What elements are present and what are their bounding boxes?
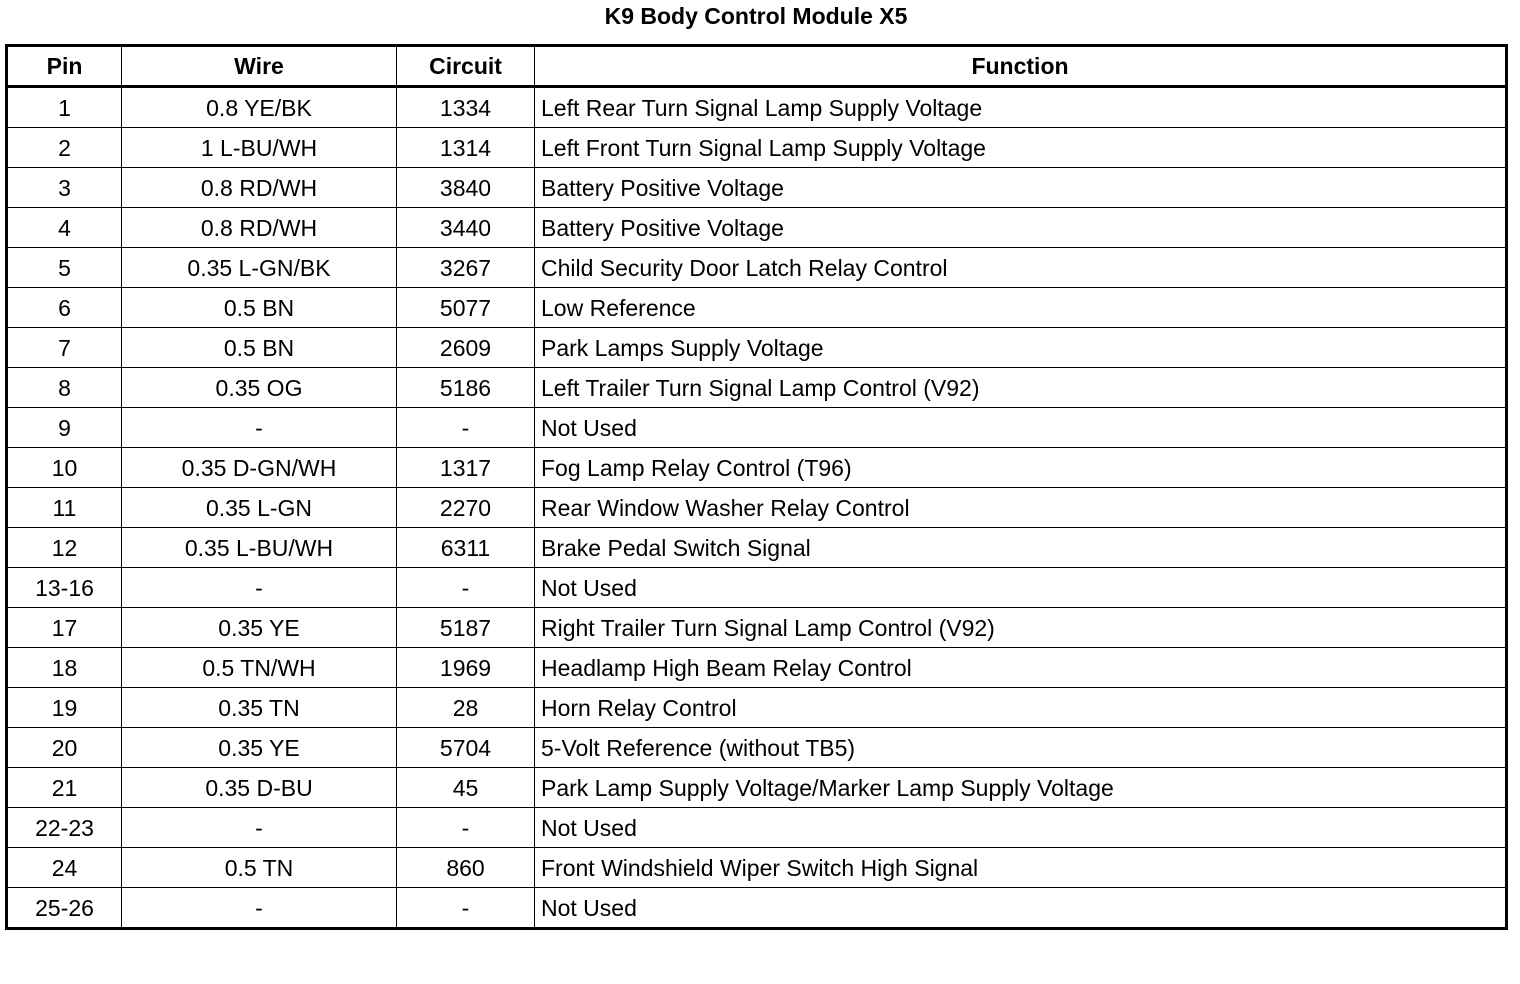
function-cell: Left Rear Turn Signal Lamp Supply Voltage <box>535 87 1507 128</box>
function-cell: Front Windshield Wiper Switch High Signal <box>535 848 1507 888</box>
column-header-circuit: Circuit <box>397 46 535 87</box>
circuit-cell: 1969 <box>397 648 535 688</box>
column-header-function: Function <box>535 46 1507 87</box>
header-row <box>7 46 1507 87</box>
circuit-cell: 860 <box>397 848 535 888</box>
pin-cell: 17 <box>7 608 122 648</box>
wire-cell: 0.35 D-BU <box>122 768 397 808</box>
pin-cell: 7 <box>7 328 122 368</box>
pin-cell: 19 <box>7 688 122 728</box>
pin-cell: 8 <box>7 368 122 408</box>
wire-cell: 0.35 YE <box>122 608 397 648</box>
pin-cell: 11 <box>7 488 122 528</box>
circuit-cell: 3840 <box>397 168 535 208</box>
table-row <box>7 848 1507 888</box>
wire-cell: 0.8 YE/BK <box>122 87 397 128</box>
table-row <box>7 808 1507 848</box>
wire-cell: 0.35 D-GN/WH <box>122 448 397 488</box>
table-row <box>7 528 1507 568</box>
wire-cell: - <box>122 888 397 929</box>
table-row <box>7 688 1507 728</box>
wire-cell: 0.5 BN <box>122 288 397 328</box>
pin-cell: 21 <box>7 768 122 808</box>
table-row <box>7 208 1507 248</box>
table-row <box>7 488 1507 528</box>
table-row <box>7 328 1507 368</box>
column-header-pin: Pin <box>7 46 122 87</box>
pin-cell: 22-23 <box>7 808 122 848</box>
wire-cell: - <box>122 568 397 608</box>
function-cell: Child Security Door Latch Relay Control <box>535 248 1507 288</box>
function-cell: Not Used <box>535 408 1507 448</box>
function-cell: Right Trailer Turn Signal Lamp Control (V92) <box>535 608 1507 648</box>
circuit-cell: 5704 <box>397 728 535 768</box>
function-cell: Low Reference <box>535 288 1507 328</box>
pin-cell: 9 <box>7 408 122 448</box>
function-cell: Battery Positive Voltage <box>535 168 1507 208</box>
connector-pinout-table <box>5 44 1508 930</box>
table-row <box>7 248 1507 288</box>
circuit-cell: 2609 <box>397 328 535 368</box>
function-cell: Park Lamp Supply Voltage/Marker Lamp Supply Voltage <box>535 768 1507 808</box>
circuit-cell: 2270 <box>397 488 535 528</box>
pin-cell: 1 <box>7 87 122 128</box>
circuit-cell: 5077 <box>397 288 535 328</box>
circuit-cell: - <box>397 568 535 608</box>
table-row <box>7 87 1507 128</box>
pin-cell: 25-26 <box>7 888 122 929</box>
function-cell: Brake Pedal Switch Signal <box>535 528 1507 568</box>
table-row <box>7 368 1507 408</box>
function-cell: Horn Relay Control <box>535 688 1507 728</box>
pin-cell: 2 <box>7 128 122 168</box>
wire-cell: 0.8 RD/WH <box>122 208 397 248</box>
pin-cell: 18 <box>7 648 122 688</box>
pin-cell: 20 <box>7 728 122 768</box>
circuit-cell: 6311 <box>397 528 535 568</box>
circuit-cell: 5186 <box>397 368 535 408</box>
pin-cell: 5 <box>7 248 122 288</box>
pin-cell: 24 <box>7 848 122 888</box>
wire-cell: - <box>122 808 397 848</box>
circuit-cell: - <box>397 808 535 848</box>
column-header-wire: Wire <box>122 46 397 87</box>
function-cell: Not Used <box>535 808 1507 848</box>
circuit-cell: - <box>397 888 535 929</box>
wire-cell: 0.35 OG <box>122 368 397 408</box>
pin-cell: 12 <box>7 528 122 568</box>
wire-cell: 0.8 RD/WH <box>122 168 397 208</box>
function-cell: Headlamp High Beam Relay Control <box>535 648 1507 688</box>
pin-cell: 3 <box>7 168 122 208</box>
pin-cell: 13-16 <box>7 568 122 608</box>
table-row <box>7 288 1507 328</box>
circuit-cell: 3267 <box>397 248 535 288</box>
table-row <box>7 448 1507 488</box>
function-cell: Fog Lamp Relay Control (T96) <box>535 448 1507 488</box>
pin-cell: 4 <box>7 208 122 248</box>
wire-cell: 0.5 TN/WH <box>122 648 397 688</box>
function-cell: Left Trailer Turn Signal Lamp Control (V92) <box>535 368 1507 408</box>
table-row <box>7 888 1507 929</box>
table-row <box>7 168 1507 208</box>
circuit-cell: - <box>397 408 535 448</box>
circuit-cell: 5187 <box>397 608 535 648</box>
table-row <box>7 768 1507 808</box>
wire-cell: 0.35 L-BU/WH <box>122 528 397 568</box>
table-row <box>7 128 1507 168</box>
function-cell: Battery Positive Voltage <box>535 208 1507 248</box>
circuit-cell: 3440 <box>397 208 535 248</box>
table-body <box>7 87 1507 929</box>
wire-cell: 1 L-BU/WH <box>122 128 397 168</box>
function-cell: Park Lamps Supply Voltage <box>535 328 1507 368</box>
wire-cell: 0.5 TN <box>122 848 397 888</box>
table-title: K9 Body Control Module X5 <box>604 3 908 29</box>
table-row <box>7 648 1507 688</box>
function-cell: Not Used <box>535 568 1507 608</box>
table-row <box>7 608 1507 648</box>
table-row <box>7 728 1507 768</box>
function-cell: 5-Volt Reference (without TB5) <box>535 728 1507 768</box>
circuit-cell: 45 <box>397 768 535 808</box>
circuit-cell: 1314 <box>397 128 535 168</box>
wire-cell: 0.35 L-GN <box>122 488 397 528</box>
wire-cell: 0.35 YE <box>122 728 397 768</box>
function-cell: Rear Window Washer Relay Control <box>535 488 1507 528</box>
circuit-cell: 1317 <box>397 448 535 488</box>
wire-cell: 0.35 L-GN/BK <box>122 248 397 288</box>
wire-cell: - <box>122 408 397 448</box>
function-cell: Not Used <box>535 888 1507 929</box>
function-cell: Left Front Turn Signal Lamp Supply Voltage <box>535 128 1507 168</box>
pin-cell: 10 <box>7 448 122 488</box>
pin-cell: 6 <box>7 288 122 328</box>
wire-cell: 0.5 BN <box>122 328 397 368</box>
table-header <box>7 46 1507 87</box>
table-row <box>7 408 1507 448</box>
table-row <box>7 568 1507 608</box>
wire-cell: 0.35 TN <box>122 688 397 728</box>
circuit-cell: 28 <box>397 688 535 728</box>
circuit-cell: 1334 <box>397 87 535 128</box>
